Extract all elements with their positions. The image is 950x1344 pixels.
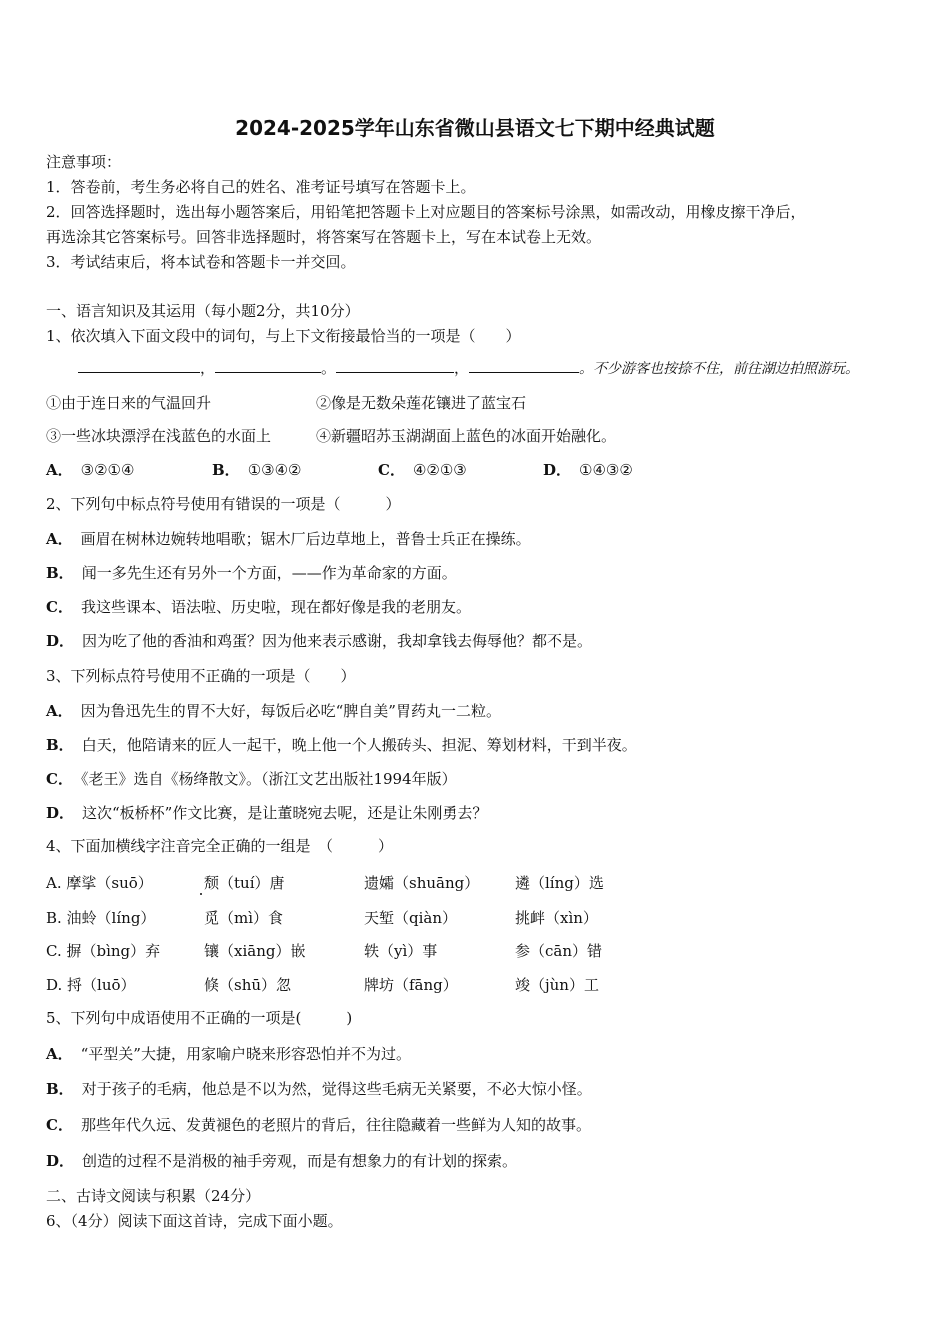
q3-option-a[interactable]: A． 因为鲁迅先生的胃不大好，每饭后必吃“脾自美”胃药丸一二粒。 bbox=[46, 702, 501, 720]
q4-row-c-cell-1[interactable]: C. 摒（bìng）弃 bbox=[46, 942, 161, 960]
q2-option-d[interactable]: D． 因为吃了他的香油和鸡蛋？因为他来表示感谢，我却拿钱去侮辱他？都不是。 bbox=[46, 632, 593, 650]
notice-item-2-cont: 再选涂其它答案标号。回答非选择题时，将答案写在答题卡上，写在本试卷上无效。 bbox=[46, 228, 602, 246]
notice-item-1: 1．答卷前，考生务必将自己的姓名、准考证号填写在答题卡上。 bbox=[46, 178, 476, 196]
q1-blank-2[interactable] bbox=[215, 358, 321, 373]
q1-sentence-1: ①由于连日来的气温回升 bbox=[46, 394, 212, 412]
q1-sentence-2: ②像是无数朵莲花镶进了蓝宝石 bbox=[316, 394, 527, 412]
q1-option-d[interactable]: D． ①④③② bbox=[543, 461, 633, 479]
q5-option-a[interactable]: A． “平型关”大捷，用家喻户晓来形容恐怕并不为过。 bbox=[46, 1045, 411, 1063]
q4-stem: 4、下面加横线字注音完全正确的一组是 （ ） bbox=[46, 837, 394, 855]
notice-heading: 注意事项： bbox=[46, 153, 122, 171]
q1-blank-1[interactable] bbox=[78, 358, 200, 373]
q1-sentence-4: ④新疆昭苏玉湖湖面上蓝色的冰面开始融化。 bbox=[316, 427, 617, 445]
q1-option-a[interactable]: A． ③②①④ bbox=[46, 461, 135, 479]
q4-row-b-cell-1[interactable]: B. 油蛉（líng） bbox=[46, 909, 156, 927]
q4-row-d-cell-1[interactable]: D. 捋（luō） bbox=[46, 976, 136, 994]
page-title: 2024-2025学年山东省微山县语文七下期中经典试题 bbox=[235, 116, 715, 140]
q3-option-d[interactable]: D． 这次“板桥杯”作文比赛，是让董晓宛去呢，还是让朱刚勇去？ bbox=[46, 804, 488, 822]
q4-row-a-cell-3: 遗孀（shuāng） bbox=[364, 874, 480, 892]
q2-option-c[interactable]: C． 我这些课本、语法啦、历史啦，现在都好像是我的老朋友。 bbox=[46, 598, 471, 616]
q1-sep-1: ， bbox=[200, 359, 216, 377]
q2-stem: 2、下列句中标点符号使用有错误的一项是（ ） bbox=[46, 495, 401, 513]
q5-option-c[interactable]: C． 那些年代久远、发黄褪色的老照片的背后，往往隐藏着一些鲜为人知的故事。 bbox=[46, 1116, 591, 1134]
q4-row-c-cell-3: 轶（yì）事 bbox=[364, 942, 438, 960]
section2-heading: 二、古诗文阅读与积累（24分） bbox=[46, 1187, 261, 1205]
q4-row-d-cell-4: 竣（jùn）工 bbox=[515, 976, 599, 994]
q4-row-b-cell-4: 挑衅（xìn） bbox=[515, 909, 598, 927]
q1-option-b[interactable]: B． ①③④② bbox=[212, 461, 302, 479]
notice-item-3: 3．考试结束后，将本试卷和答题卡一并交回。 bbox=[46, 253, 356, 271]
q4-row-b-cell-3: 天堑（qiàn） bbox=[364, 909, 458, 927]
q4-row-a-cell-4: 遴（líng）选 bbox=[515, 874, 604, 892]
q5-option-d[interactable]: D． 创造的过程不是消极的袖手旁观，而是有想象力的有计划的探索。 bbox=[46, 1152, 518, 1170]
q1-stem: 1、依次填入下面文段中的词句，与上下文衔接最恰当的一项是（ ） bbox=[46, 327, 521, 345]
q1-blank-4[interactable] bbox=[469, 358, 579, 373]
q3-option-c[interactable]: C． 《老王》选自《杨绛散文》。（浙江文艺出版社1994年版） bbox=[46, 770, 457, 788]
q5-option-b[interactable]: B． 对于孩子的毛病，他总是不以为然，觉得这些毛病无关紧要，不必大惊小怪。 bbox=[46, 1080, 592, 1098]
q5-stem: 5、下列句中成语使用不正确的一项是( ) bbox=[46, 1009, 353, 1027]
q4-row-b-cell-2: 觅（mì）食 bbox=[204, 909, 284, 927]
section1-heading: 一、语言知识及其运用（每小题2分，共10分） bbox=[46, 302, 360, 320]
q2-option-a[interactable]: A． 画眉在树林边婉转地唱歌；锯木厂后边草地上，普鲁士兵正在操练。 bbox=[46, 530, 531, 548]
notice-item-2: 2．回答选择题时，选出每小题答案后，用铅笔把答题卡上对应题目的答案标号涂黑，如需改动，用橡皮擦干净后， bbox=[46, 203, 806, 221]
q4-row-c-cell-2: 镶（xiāng）嵌 bbox=[204, 942, 306, 960]
q4-row-a-cell-1[interactable]: A. 摩挲（suō） bbox=[46, 874, 153, 892]
q1-blank-3[interactable] bbox=[336, 358, 454, 373]
q6-stem: 6、（4分）阅读下面这首诗，完成下面小题。 bbox=[46, 1212, 343, 1230]
q1-sep-2: 。 bbox=[321, 359, 337, 377]
emphasis-dot bbox=[200, 893, 202, 895]
q3-option-b[interactable]: B． 白天，他陪请来的匠人一起干，晚上他一个人搬砖头、担泥、筹划材料，干到半夜。 bbox=[46, 736, 637, 754]
q1-option-c[interactable]: C． ④②①③ bbox=[378, 461, 467, 479]
q3-stem: 3、下列标点符号使用不正确的一项是（ ） bbox=[46, 667, 356, 685]
q1-sep-3: ， bbox=[454, 359, 470, 377]
q4-row-d-cell-2: 倏（shū）忽 bbox=[204, 976, 292, 994]
q4-row-a-cell-2: 颓（tuí）唐 bbox=[204, 874, 285, 892]
q1-sentence-3: ③一些冰块漂浮在浅蓝色的水面上 bbox=[46, 427, 272, 445]
q4-row-c-cell-4: 参（cān）错 bbox=[515, 942, 603, 960]
q2-option-b[interactable]: B． 闻一多先生还有另外一个方面，——作为革命家的方面。 bbox=[46, 564, 457, 582]
q1-tail: 。不少游客也按捺不住，前往湖边拍照游玩。 bbox=[579, 361, 860, 377]
q4-row-d-cell-3: 牌坊（fāng） bbox=[364, 976, 458, 994]
q1-passage bbox=[78, 358, 859, 379]
